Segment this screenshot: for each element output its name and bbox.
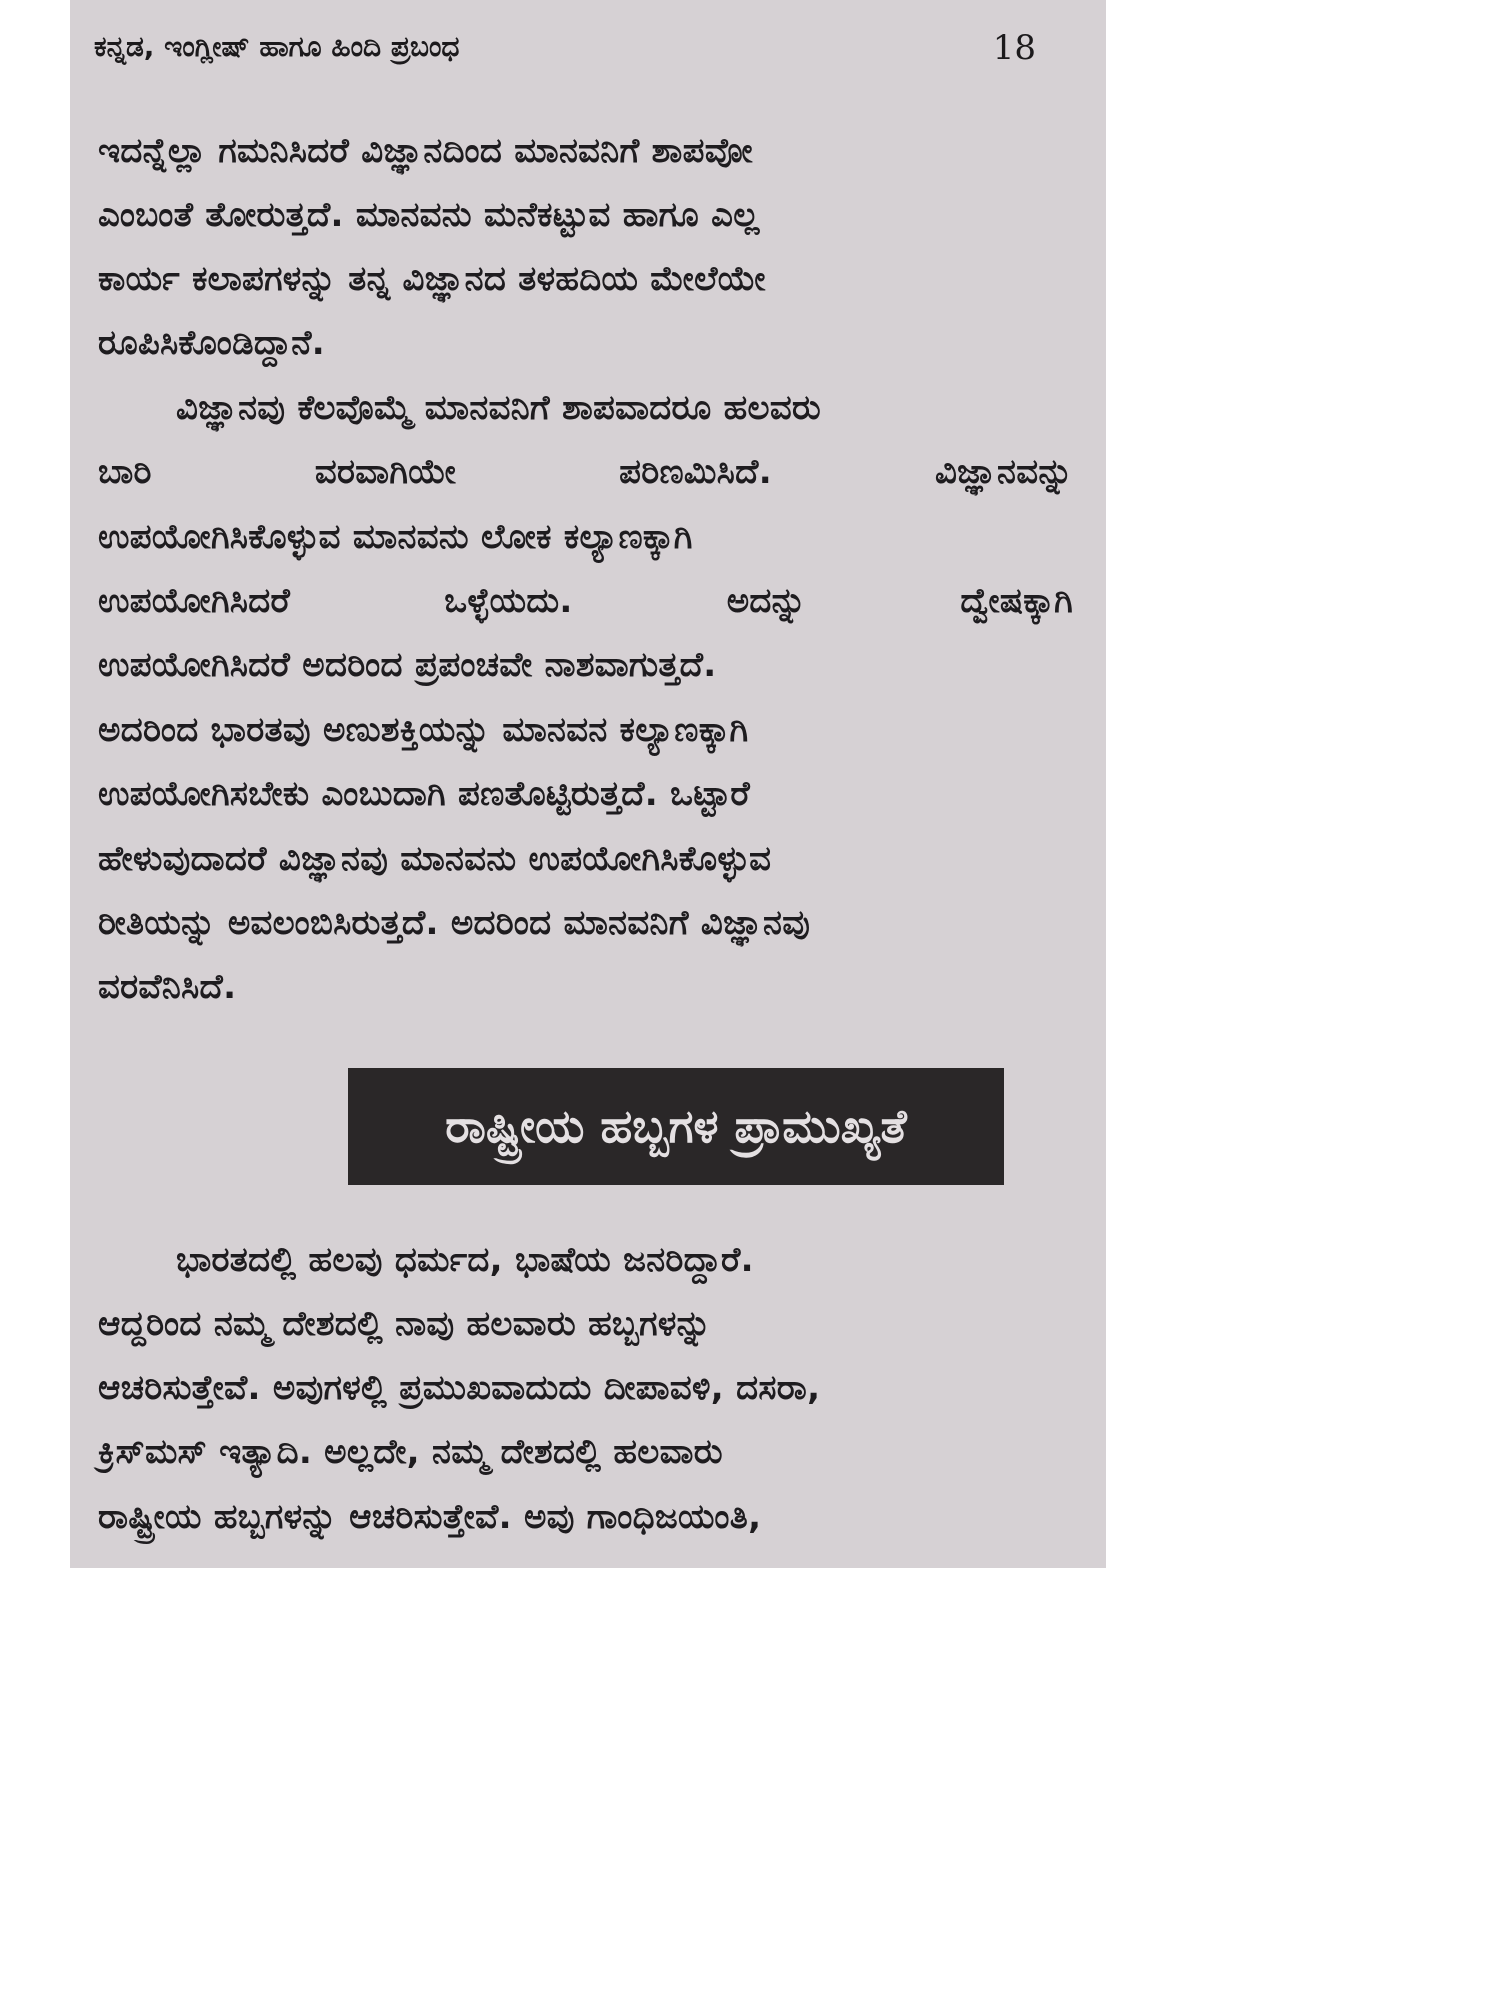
text-line: ಆಚರಿಸುತ್ತೇವೆ. ಅವುಗಳಲ್ಲಿ ಪ್ರಮುಖವಾದುದು ದೀಪಾವಳಿ, ದಸರಾ,: [98, 1368, 821, 1408]
text-line: ಇದನ್ನೆಲ್ಲಾ ಗಮನಿಸಿದರೆ ವಿಜ್ಞಾನದಿಂದ ಮಾನವನಿಗೆ ಶಾಪವೋ: [98, 131, 753, 171]
text-word: ಪರಿಣಮಿಸಿದೆ.: [619, 452, 772, 492]
text-line: ಹೇಳುವುದಾದರೆ ವಿಜ್ಞಾನವು ಮಾನವನು ಉಪಯೋಗಿಸಿಕೊಳ್ಳುವ: [98, 839, 772, 879]
text-line: [98, 581, 1073, 621]
section-heading: ರಾಷ್ಟ್ರೀಯ ಹಬ್ಬಗಳ ಪ್ರಾಮುಖ್ಯತೆ: [348, 1068, 1004, 1185]
book-page: [70, 0, 1106, 1568]
text-word: ವಿಜ್ಞಾನವನ್ನು: [934, 452, 1073, 492]
text-line: ಉಪಯೋಗಿಸಿದರೆ ಅದರಿಂದ ಪ್ರಪಂಚವೇ ನಾಶವಾಗುತ್ತದೆ.: [98, 645, 717, 685]
text-line: ಎಂಬಂತೆ ತೋರುತ್ತದೆ. ಮಾನವನು ಮನೆಕಟ್ಟುವ ಹಾಗೂ ಎಲ್ಲ: [98, 195, 760, 235]
text-line: ಆದ್ದರಿಂದ ನಮ್ಮ ದೇಶದಲ್ಲಿ ನಾವು ಹಲವಾರು ಹಬ್ಬಗಳನ್ನು: [98, 1304, 712, 1344]
text-word: ವರವಾಗಿಯೇ: [314, 452, 457, 492]
text-line: ವರವೆನಿಸಿದೆ.: [98, 967, 237, 1007]
text-line: ಅದರಿಂದ ಭಾರತವು ಅಣುಶಕ್ತಿಯನ್ನು ಮಾನವನ ಕಲ್ಯಾಣಕ್ಕಾಗಿ: [98, 710, 749, 750]
text-line: ಉಪಯೋಗಿಸಬೇಕು ಎಂಬುದಾಗಿ ಪಣತೊಟ್ಟಿರುತ್ತದೆ. ಒಟ್ಟಾರೆ: [98, 774, 750, 814]
text-line: [98, 452, 1073, 492]
text-line: ಉಪಯೋಗಿಸಿಕೊಳ್ಳುವ ಮಾನವನು ಲೋಕ ಕಲ್ಯಾಣಕ್ಕಾಗಿ: [98, 517, 693, 557]
text-line: ಭಾರತದಲ್ಲಿ ಹಲವು ಧರ್ಮದ, ಭಾಷೆಯ ಜನರಿದ್ದಾರೆ.: [176, 1240, 754, 1280]
text-line: ಕಾರ್ಯ ಕಲಾಪಗಳನ್ನು ತನ್ನ ವಿಜ್ಞಾನದ ತಳಹದಿಯ ಮೇಲೆಯೇ: [98, 259, 766, 299]
text-word: ಬಾರಿ: [98, 452, 152, 492]
text-line: ರೂಪಿಸಿಕೊಂಡಿದ್ದಾನೆ.: [98, 323, 325, 363]
text-word: ದ್ವೇಷಕ್ಕಾಗಿ: [960, 581, 1073, 621]
text-line: ಕ್ರಿಸ್‌ಮಸ್ ಇತ್ಯಾದಿ. ಅಲ್ಲದೇ, ನಮ್ಮ ದೇಶದಲ್ಲಿ ಹಲವಾರು: [98, 1432, 723, 1472]
text-line: ರೀತಿಯನ್ನು ಅವಲಂಬಿಸಿರುತ್ತದೆ. ಅದರಿಂದ ಮಾನವನಿಗೆ ವಿಜ್ಞಾನವು: [98, 903, 811, 943]
page-number: 18: [992, 28, 1036, 68]
text-word: ಅದನ್ನು: [726, 581, 807, 621]
text-line: ರಾಷ್ಟ್ರೀಯ ಹಬ್ಬಗಳನ್ನು ಆಚರಿಸುತ್ತೇವೆ. ಅವು ಗಾಂಧಿಜಯಂತಿ,: [98, 1497, 762, 1537]
text-line: ವಿಜ್ಞಾನವು ಕೆಲವೊಮ್ಮೆ ಮಾನವನಿಗೆ ಶಾಪವಾದರೂ ಹಲವರು: [176, 388, 822, 428]
text-word: ಉಪಯೋಗಿಸಿದರೆ: [98, 581, 291, 621]
text-word: ಒಳ್ಳೆಯದು.: [444, 581, 573, 621]
running-title: ಕನ್ನಡ, ಇಂಗ್ಲೀಷ್ ಹಾಗೂ ಹಿಂದಿ ಪ್ರಬಂಧ: [94, 30, 460, 63]
